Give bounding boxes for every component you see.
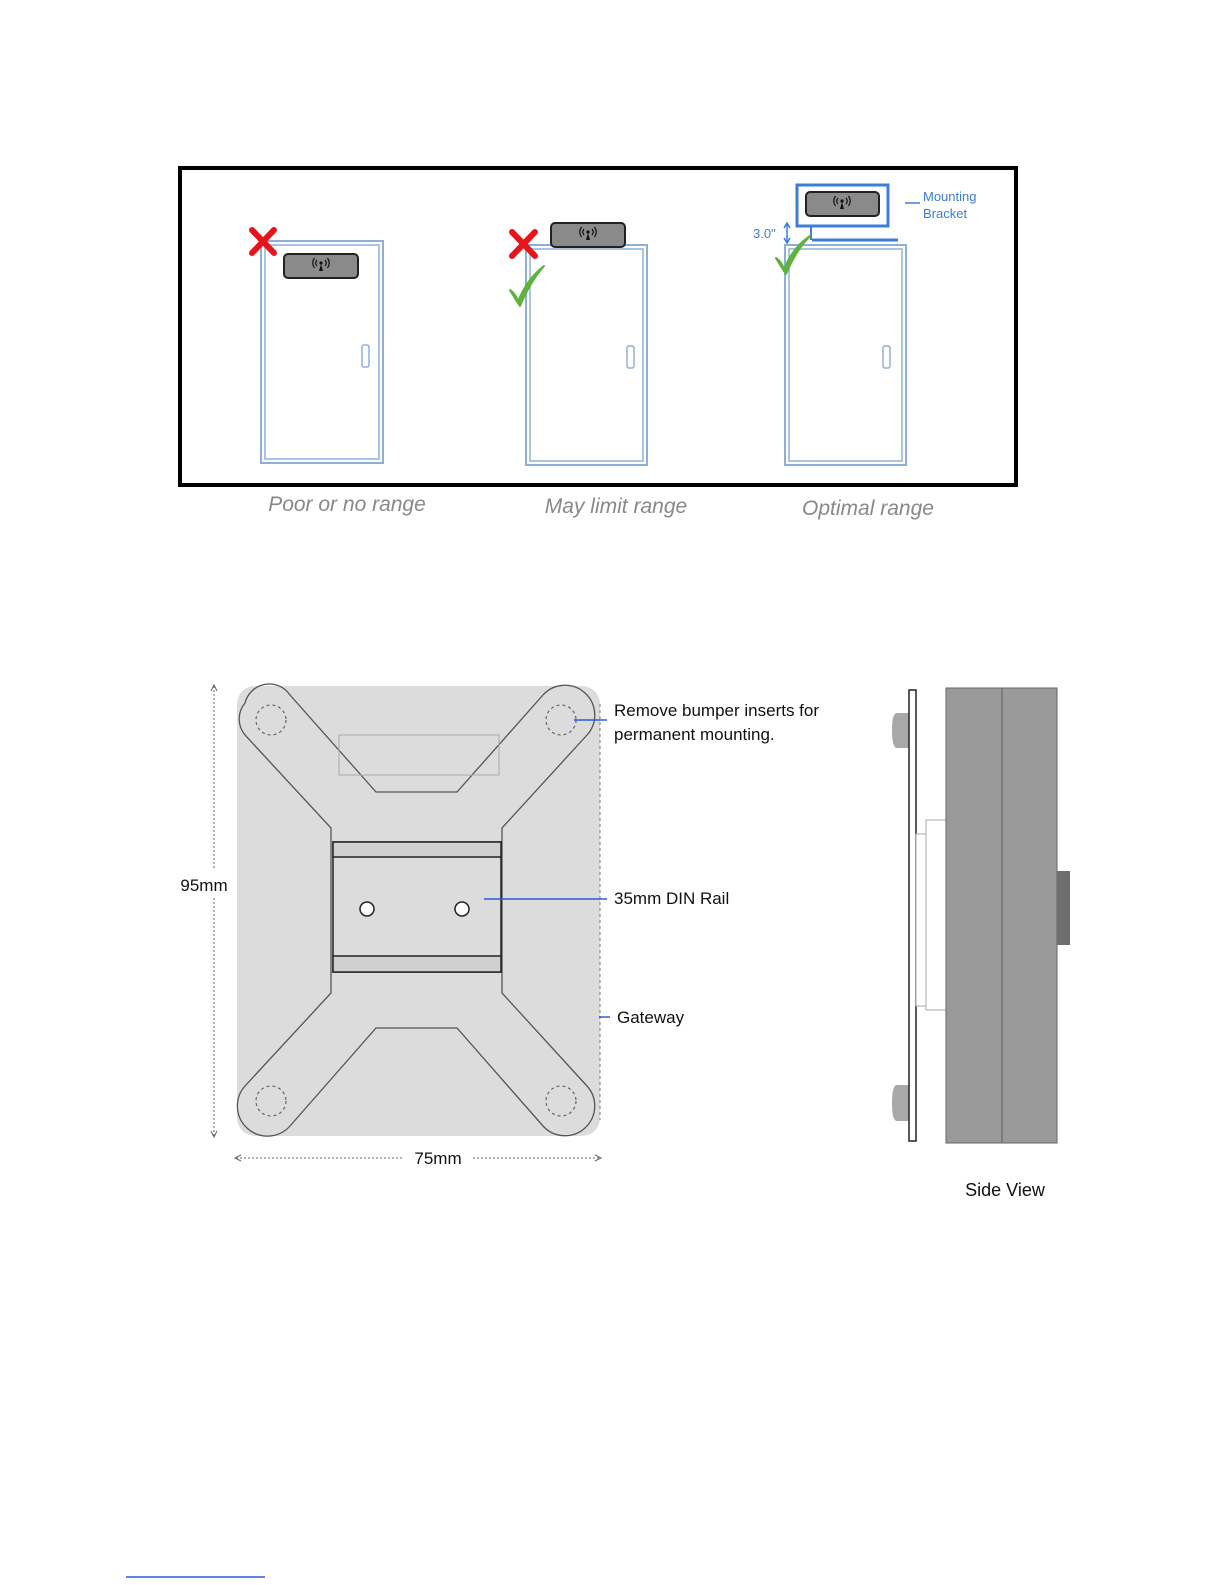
bumper-foot — [892, 1085, 909, 1121]
cabinet-door — [526, 245, 647, 465]
side-view — [892, 688, 1070, 1143]
height-label: 95mm — [180, 876, 228, 895]
caption-optimal: Optimal range — [802, 497, 934, 520]
bracket-label-2: Bracket — [923, 206, 968, 221]
mounting-diagram — [180, 684, 1070, 1200]
gateway-device — [806, 192, 879, 216]
din-rail — [333, 842, 501, 972]
bumper-label-2: permanent mounting. — [614, 725, 775, 744]
rail-hole — [455, 902, 469, 916]
rail-hole — [360, 902, 374, 916]
side-view-label: Side View — [965, 1180, 1045, 1200]
bracket-label: Mounting — [923, 189, 977, 204]
rail-label: 35mm DIN Rail — [614, 889, 730, 908]
gateway-label: Gateway — [617, 1008, 685, 1027]
gateway-device — [284, 254, 358, 278]
caption-poor: Poor or no range — [268, 493, 426, 516]
gateway-device — [551, 223, 625, 247]
placement-diagram — [180, 168, 1016, 520]
height-dimension — [211, 685, 217, 1137]
door-handle — [627, 346, 634, 368]
bumper-foot — [892, 713, 909, 748]
side-connector — [1057, 871, 1070, 945]
rail-clip-outer — [926, 820, 946, 1010]
mounting-plate — [909, 690, 916, 1141]
caption-limit: May limit range — [544, 495, 688, 518]
door-handle — [362, 345, 369, 367]
rail-clip — [916, 834, 926, 1006]
cabinet-door — [785, 245, 906, 465]
door-handle — [883, 346, 890, 368]
gap-label: 3.0" — [753, 226, 776, 241]
scenario-poor — [252, 230, 383, 463]
bumper-label: Remove bumper inserts for — [614, 701, 820, 720]
width-label: 75mm — [414, 1149, 462, 1168]
scenario-limit — [510, 223, 647, 465]
